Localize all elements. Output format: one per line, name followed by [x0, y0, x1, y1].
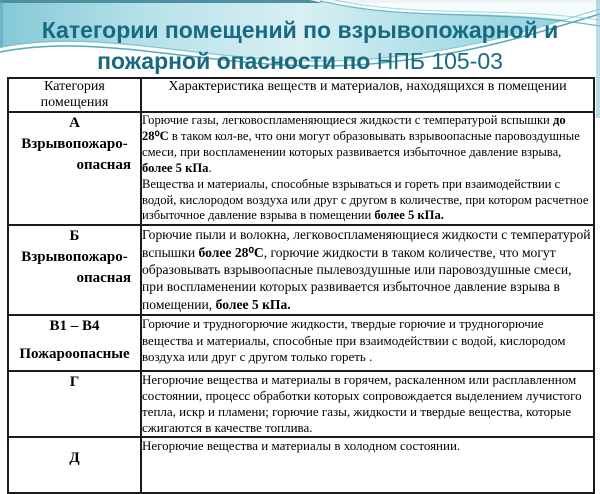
description-paragraph: Негорючие вещества и материалы в горячем, раскаленном или расплавленном состоянии, процесс обработки которых сопровождается выделением лучистого тепла, искр и пламени; горючие газы, жидкости и твердые вещества, которые сжигаются в качестве топлива. [142, 372, 582, 435]
category-cell [8, 225, 141, 315]
slide-title-line2-regular: НПБ 105-03 [376, 48, 503, 74]
slide-title-line2-bold: пожарной опасности по [97, 48, 377, 74]
category-label: Б [69, 228, 80, 245]
slide-title [0, 15, 600, 77]
table-row [8, 371, 594, 436]
description-cell [141, 437, 594, 493]
description-cell [141, 112, 594, 225]
category-cell [8, 315, 141, 371]
category-cell [8, 371, 141, 436]
header-row [8, 78, 594, 112]
table-row [8, 225, 594, 315]
description-cell [141, 371, 594, 436]
table-row [8, 112, 594, 225]
description-cell [141, 225, 594, 315]
table-row [8, 437, 594, 493]
categories-table [7, 77, 595, 494]
category-label: Г [69, 374, 80, 391]
header-cell-category: Категория помещения [8, 78, 141, 112]
table-body [8, 78, 594, 493]
category-label: Д [69, 449, 80, 466]
category-label: опасная [76, 270, 131, 287]
header-cell-description: Характеристика веществ и материалов, находящихся в помещении [141, 78, 594, 112]
description-paragraph: Горючие и трудногорючие жидкости, твердые горючие и трудногорючие вещества и материалы, способные при взаимодействии с водой, кислородом воздуха или друг с другом только гореть . [142, 316, 566, 365]
description-cell [141, 315, 594, 371]
category-label: Взрывопожаро- [21, 249, 128, 266]
category-cell [8, 112, 141, 225]
category-label: опасная [76, 157, 131, 173]
category-label: В1 – В4 [49, 318, 100, 335]
category-cell [8, 437, 141, 493]
description-paragraph: Негорючие вещества и материалы в холодном состоянии. [142, 437, 461, 453]
description-paragraph: Вещества и материалы, способные взрываться и гореть при взаимодействии с водой, кислородом воздуха или друг с другом в количестве, при котором расчетное избыточное давление взрыва в помещении более 5 кПа. [142, 176, 589, 223]
category-label: Взрывопожаро- [21, 136, 128, 152]
table-row [8, 315, 594, 371]
category-label: Пожароопасные [19, 346, 130, 363]
description-paragraph: Горючие пыли и волокна, легковоспламеняющиеся жидкости с температурой вспышки более 28⁰С, горючие жидкости в таком количестве, что могут образовывать взрывоопасные пылевоздушные или паровоздушные смеси, при воспламенении которых развивается избыточное давление взрыва в помещении, более 5 кПа. [142, 227, 591, 312]
description-paragraph: Горючие газы, легковоспламеняющиеся жидкости с температурой вспышки до 28⁰С в таком кол-ве, что они могут образовывать взрывоопасные паровоздушные смеси, при воспламенении которых развивается избыточное давление взрыва, более 5 кПа. [142, 113, 580, 175]
category-label: А [69, 115, 80, 131]
slide-title-line2 [0, 46, 600, 77]
slide-title-line1: Категории помещений по взрывопожарной и [41, 17, 559, 43]
